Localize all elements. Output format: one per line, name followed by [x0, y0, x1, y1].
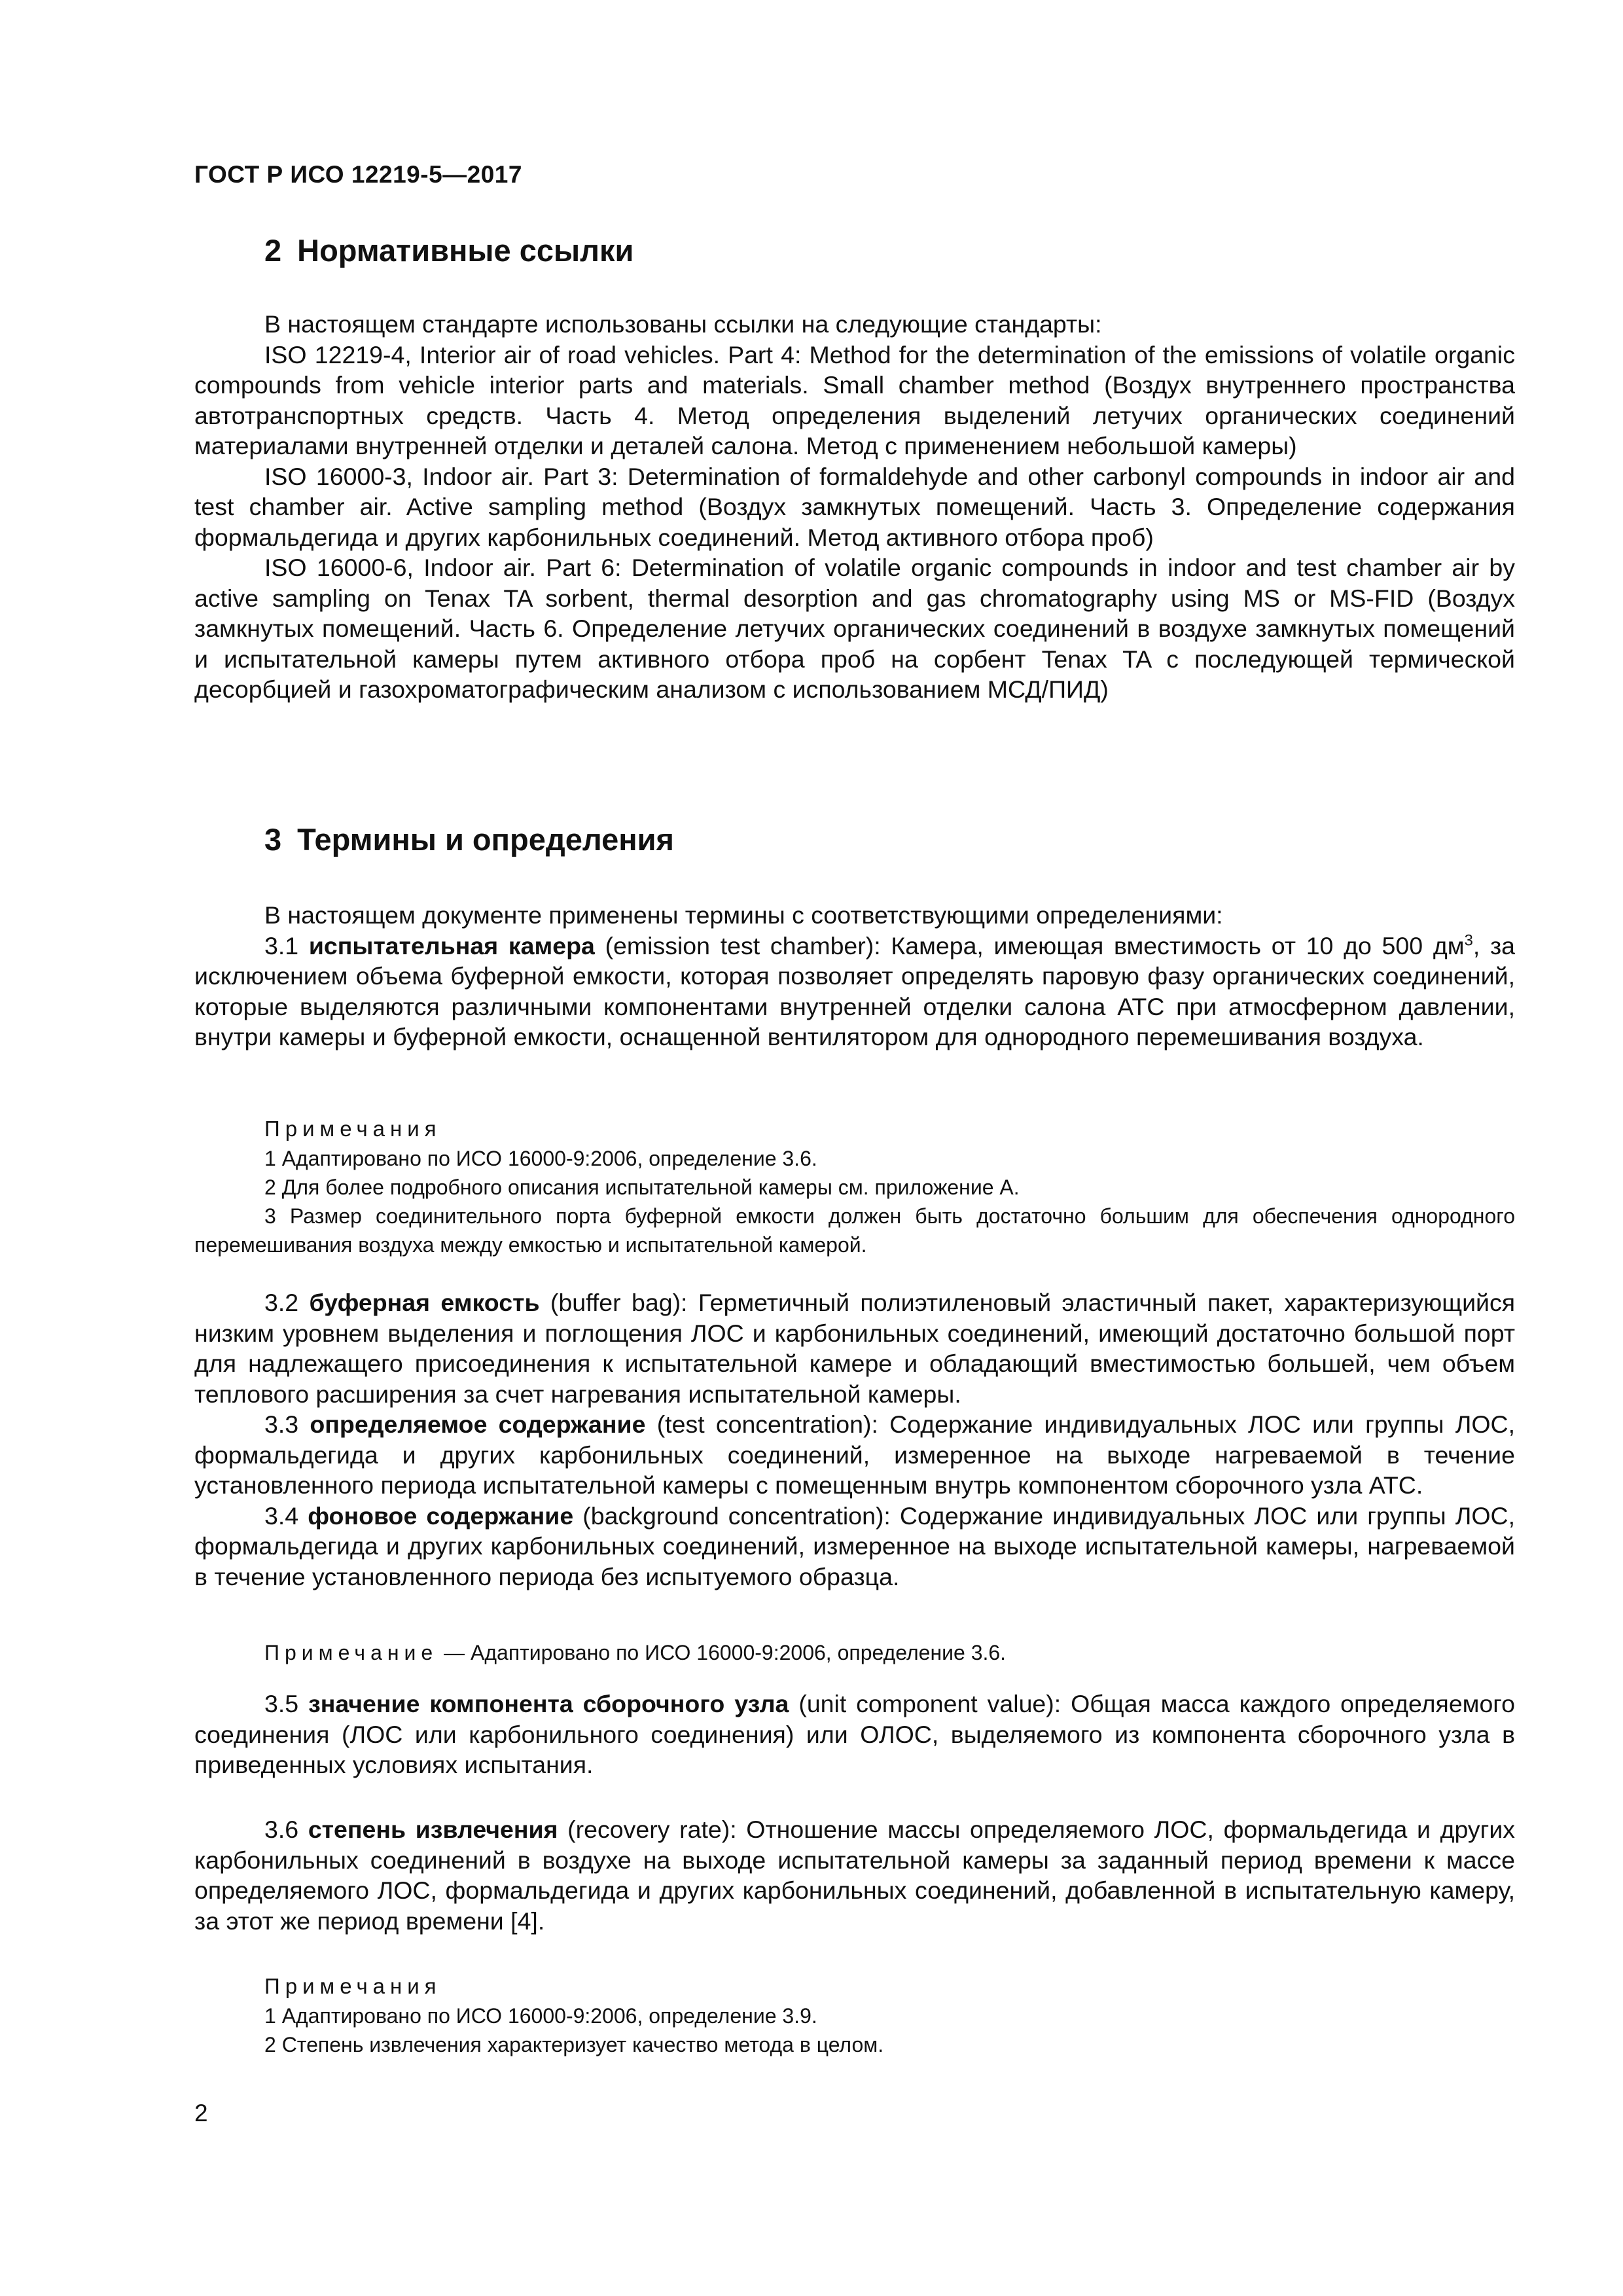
term-name: значение компонента сборочного узла: [308, 1690, 789, 1717]
document-header: ГОСТ Р ИСО 12219-5—2017: [194, 161, 522, 188]
term-3-1: [194, 931, 1515, 1052]
term-definition: (buffer bag): Герметичный полиэтиленовый эластичный пакет, характеризующийся низким уровнем выделения и поглощения ЛОС и карбонильных соединений, имеющий достаточно большой порт для надлежащего присоединения к испытательной камере и обладающий вместимостью большей, чем объем теплового расширения за счет нагревания испытательной камеры.: [194, 1289, 1516, 1408]
notes-3-6: [194, 1971, 1515, 2059]
reference-item: ISO 16000-6, Indoor air. Part 6: Determination of volatile organic compounds in indoor and test chamber air by active sampling on Tenax TA sorbent, thermal desorption and gas chromatography using MS or MS-FID (Воздух замкнутых помещений. Часть 6. Определение летучих органических соединений в воздухе замкнутых помещений и испытательной камеры путем активного отбора проб на сорбент Tenax TA с последующей термической десорбцией и газохроматографическим анализом с использованием МСД/ПИД): [194, 554, 1515, 703]
note-item: 2 Степень извлечения характеризует качество метода в целом.: [264, 2033, 884, 2056]
term-number: 3.6: [264, 1816, 299, 1843]
term-number: 3.1: [264, 931, 299, 960]
note-3-4: [194, 1638, 1515, 1667]
term-definition: (test concentration): Содержание индивидуальных ЛОС или группы ЛОС, формальдегида и других карбонильных соединений, измеренное на выходе нагреваемой в течение установленного периода испытательной камеры с помещенным внутрь компонентом сборочного узла АТС.: [194, 1410, 1515, 1499]
term-3-6: [194, 1814, 1515, 1936]
term-definition: (recovery rate): Отношение массы определяемого ЛОС, формальдегида и других карбонильных соединений в воздухе на выходе испытательной камеры за заданный период времени к массе определяемого ЛОС, формальдегида и других карбонильных соединений, добавленной в испытательную камеру, за этот же период времени [4].: [194, 1816, 1516, 1935]
term-number: 3.2: [264, 1289, 299, 1316]
notes-3-1: [194, 1114, 1515, 1259]
term-name: буферная емкость: [309, 1289, 540, 1316]
term-name: определяемое содержание: [310, 1410, 646, 1438]
section-2-heading: [264, 232, 633, 268]
notes-title: Примечания: [264, 1974, 442, 1998]
section-3-heading: [264, 821, 674, 857]
section-intro: В настоящем документе применены термины с соответствующими определениями:: [264, 901, 1223, 929]
term-3-4: [194, 1501, 1515, 1592]
note-item: 2 Для более подробного описания испытательной камеры см. приложение А.: [264, 1175, 1020, 1199]
term-name: степень извлечения: [308, 1816, 558, 1843]
term-definition-cont: , за исключением объема буферной емкости, которая позволяет определять паровую фазу органических соединений, которые выделяются различными компонентами внутренней отделки салона АТС при атмосферном давлении, внутри камеры и буферной емкости, оснащенной вентилятором для однородного перемешивания воздуха.: [194, 931, 1516, 1050]
term-3-3: [194, 1409, 1515, 1501]
note-item: 1 Адаптировано по ИСО 16000-9:2006, определение 3.6.: [264, 1147, 817, 1170]
superscript: 3: [1464, 931, 1473, 949]
section-intro: В настоящем стандарте использованы ссылки на следующие стандарты:: [264, 310, 1102, 338]
notes-title: Примечания: [264, 1117, 442, 1141]
section-title: Нормативные ссылки: [297, 233, 634, 268]
reference-item: ISO 12219-4, Interior air of road vehicles. Part 4: Method for the determination of the emissions of volatile organic compounds from vehicle interior parts and materials. Small chamber method (Воздух внутреннего пространства автотранспортных средств. Часть 4. Метод определения выделений летучих органических соединений материалами внутренней отделки и деталей салона. Метод с применением небольшой камеры): [194, 340, 1515, 459]
term-definition: (background concentration): Содержание индивидуальных ЛОС или группы ЛОС, формальдегида и других карбонильных соединений, измеренное на выходе испытательной камеры, нагреваемой в течение установленного периода без испытуемого образца.: [194, 1501, 1516, 1590]
section-2-body: [194, 309, 1515, 705]
term-number: 3.4: [264, 1501, 299, 1530]
term-number: 3.3: [264, 1410, 299, 1438]
term-name: фоновое содержание: [308, 1501, 574, 1530]
reference-item: ISO 16000-3, Indoor air. Part 3: Determination of formaldehyde and other carbonyl compounds in indoor air and test chamber air. Active sampling method (Воздух замкнутых помещений. Часть 3. Определение содержания формальдегида и других карбонильных соединений. Метод активного отбора проб): [194, 462, 1515, 551]
term-number: 3.5: [264, 1690, 299, 1717]
note-label: Примечание: [264, 1641, 438, 1664]
section-3-body-b: [194, 1287, 1515, 1592]
section-title: Термины и определения: [297, 822, 674, 857]
note-text: — Адаптировано по ИСО 16000-9:2006, определение 3.6.: [438, 1641, 1007, 1664]
note-item: 3 Размер соединительного порта буферной емкости должен быть достаточно большим для обеспечения однородного перемешивания воздуха между емкостью и испытательной камерой.: [194, 1204, 1515, 1257]
term-definition: (emission test chamber): Камера, имеющая вместимость от 10 до 500 дм: [605, 931, 1465, 960]
term-name: испытательная камера: [308, 931, 595, 960]
section-number: 2: [264, 233, 282, 268]
section-3-body-a: [194, 900, 1515, 1052]
page-number: 2: [194, 2100, 208, 2126]
term-3-2: [194, 1287, 1515, 1409]
section-3-body-d: [194, 1814, 1515, 1936]
note-item: [194, 1638, 1515, 1667]
term-3-5: [194, 1689, 1515, 1780]
section-3-body-c: [194, 1689, 1515, 1780]
term-definition: (unit component value): Общая масса каждого определяемого соединения (ЛОС или карбонильного соединения) или ОЛОС, выделяемого из компонента сборочного узла в приведенных условиях испытания.: [194, 1690, 1516, 1778]
section-number: 3: [264, 822, 282, 857]
note-item: 1 Адаптировано по ИСО 16000-9:2006, определение 3.9.: [264, 2004, 817, 2028]
